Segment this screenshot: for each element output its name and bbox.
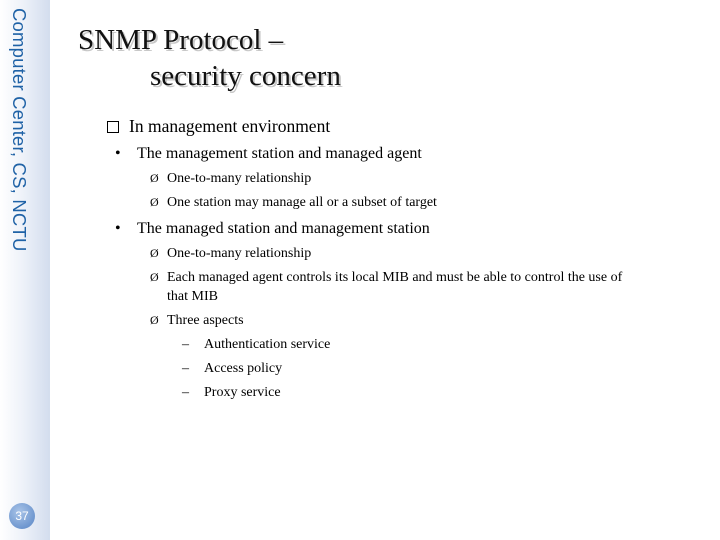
checkbox-bullet-icon bbox=[107, 121, 119, 133]
arrow-bullet-icon: Ø bbox=[150, 246, 159, 260]
list-item: Ø One-to-many relationship bbox=[150, 171, 312, 186]
side-bar bbox=[0, 0, 50, 540]
dash-bullet-icon: – bbox=[182, 385, 189, 400]
dash-bullet-icon: – bbox=[182, 337, 189, 352]
list-item: Ø One station may manage all or a subset of target bbox=[150, 195, 437, 210]
list-item: • The management station and managed agent bbox=[115, 145, 422, 162]
list-item: Ø Three aspects bbox=[150, 313, 244, 328]
bullet-icon: • bbox=[115, 145, 121, 162]
list-item: Ø Each managed agent controls its local MIB and must be able to control the use of bbox=[150, 270, 623, 285]
arrow-bullet-icon: Ø bbox=[150, 313, 159, 327]
dash-bullet-icon: – bbox=[182, 361, 189, 376]
page-number-badge: 37 bbox=[9, 503, 35, 529]
arrow-bullet-icon: Ø bbox=[150, 270, 159, 284]
arrow-bullet-icon: Ø bbox=[150, 171, 159, 185]
bullet-icon: • bbox=[115, 220, 121, 237]
list-item: – Proxy service bbox=[182, 385, 281, 400]
slide-title bbox=[78, 22, 341, 94]
side-title: Computer Center, CS, NCTU bbox=[9, 8, 30, 252]
list-item: • The managed station and management station bbox=[115, 220, 430, 237]
title-line-2: security concern bbox=[150, 60, 341, 92]
section-heading: In management environment bbox=[107, 116, 330, 137]
list-item-continuation: that MIB bbox=[167, 289, 218, 304]
title-line-1: SNMP Protocol – bbox=[78, 24, 284, 56]
list-item: – Access policy bbox=[182, 361, 283, 376]
arrow-bullet-icon: Ø bbox=[150, 195, 159, 209]
list-item: – Authentication service bbox=[182, 337, 331, 352]
list-item: Ø One-to-many relationship bbox=[150, 246, 312, 261]
